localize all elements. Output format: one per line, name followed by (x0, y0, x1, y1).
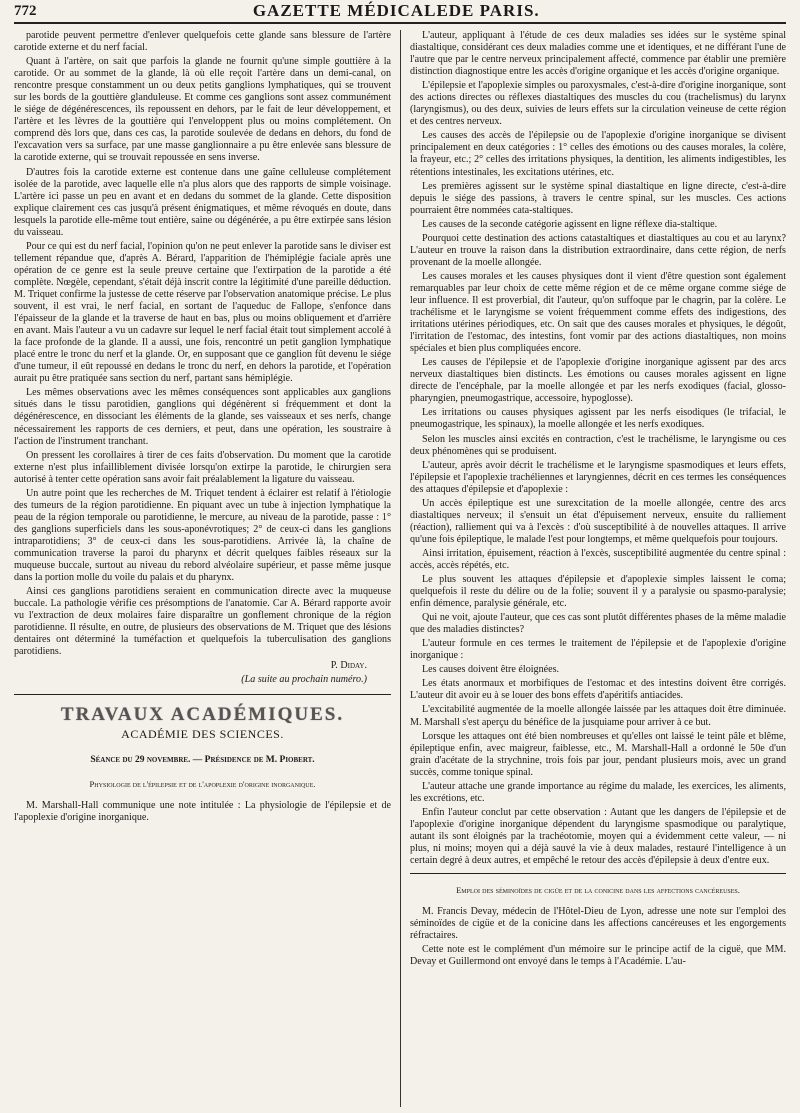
paragraph: L'auteur formule en ces termes le traitement de l'épilepsie et de l'apoplexie d'origine inorganique : (410, 638, 786, 662)
paragraph: Pour ce qui est du nerf facial, l'opinion qu'on ne peut enlever la parotide sans le diviser est tellement répandue que, d'après A. Bérard, l'apparition de l'hémiplégie faciale après une opération de ce genre est la seule preuve certaine que l'extirpation de la parotide a été complète. Nœgèle, cependant, s'était déjà inscrit contre la légitimité d'une pareille déduction. M. Triquet confirme la justesse de cette réserve par l'observation anatomique précise. Le plus souvent, il est vrai, le nerf facial, en sortant de l'aqueduc de Fallope, s'enfonce dans l'épaisseur de la glande et la traverse de haut en bas, plus ou moins obliquement et d'arrière en avant. Mais l'auteur a vu un cadavre sur lequel le nerf facial était tout simplement accolé à la face profonde de la glande. Il a aussi, une fois, rencontré un petit ganglion lymphatique placé entre le tronc du nerf et la glande. Or, en supposant que ce ganglion fût devenu le siége d'une tumeur, il eût repoussé en dedans le tronc du nerf, en dehors la parotide, et l'opération aurait pu être pratiquée sans section du nerf, partant sans hémiplégie. (14, 240, 391, 385)
paragraph: L'auteur attache une grande importance au régime du malade, les exercices, les aliments, les excrétions, etc. (410, 780, 786, 804)
paragraph: Les mêmes observations avec les mêmes conséquences sont applicables aux ganglions situés dans le tissu parotidien, ganglions qui dégénèrent si fréquemment et dont la dégénérescence, en dissociant les éléments de la glande, ses vaisseaux et ses nerfs, change nécessairement les rapports de ces derniers, et peut, dans une opération, les soustraire à l'action de l'instrument tranchant. (14, 387, 391, 447)
session-heading: Séance du 29 novembre. — Présidence de M. Piobert. (90, 754, 315, 765)
paragraph: On pressent les corollaires à tirer de ces faits d'observation. Du moment que la carotide externe n'est plus infailliblement divisée lorsqu'on extirpe la parotide, le chirurgien sera autorisé à tenter cette opération sans avoir fait préalablement la ligature du vaisseau. (14, 449, 391, 485)
page-header (14, 0, 786, 24)
paragraph: M. Francis Devay, médecin de l'Hôtel-Dieu de Lyon, adresse une note sur l'emploi des séminoïdes de cigüe et de la conicine dans les affections cancéreuses et les engorgements réfractaires. (410, 906, 786, 942)
paragraph: L'auteur, appliquant à l'étude de ces deux maladies ses idées sur le système spinal diastaltique, considérant ces deux maladies comme une et identiques, et ne différant l'une de l'autre que par le centre nerveux principalement affecté, commence par établir une première distinction diagnostique entre les accès d'origine organique et les accès d'origine organique. (410, 30, 786, 78)
paragraph: Ainsi ces ganglions parotidiens seraient en communication directe avec la muqueuse buccale. La pathologie vérifie ces présomptions de l'anatomie. Car A. Bérard rapporte avoir vu l'extraction de deux molaires faire disparaître un gonflement chronique de la région parotidienne. Il résulte, en outre, de plusieurs des observations de M. Triquet que des lésions dentaires ont déterminé la tuméfaction et quelquefois la tuberculisation des ganglions parotidiens. (14, 586, 391, 658)
paragraph: Les états anormaux et morbifiques de l'estomac et des intestins doivent être corrigés. L'auteur dit avoir eu à se louer des bons effets d'apéritifs antiacides. (410, 678, 786, 702)
paragraph: Le plus souvent les attaques d'épilepsie et d'apoplexie simples laissent le coma; quelquefois il reste du délire ou de la folie; souvent il y a paralysie ou spasmo-paralysie; enfin démence, paralysie générale, etc. (410, 574, 786, 610)
paragraph: L'auteur, après avoir décrit le trachélisme et le laryngisme spasmodiques et leurs effets, l'épilepsie et l'apoplexie trachéliennes et laryngiennes, décrit en ces termes les conséquences des attaques d'épilepsie et d'apoplexie : (410, 459, 786, 495)
paragraph: Les causes morales et les causes physiques dont il vient d'être question sont également remarquables par leur choix de cette même région et de ce même organe comme siége de leur influence. Il est proverbial, dit l'auteur, qu'on suffoque par le chagrin, par la colère. Le trachélisme et le laryngisme se voient fréquemment comme effets des indigestions, des irritations utérines périodiques, etc. On sait que des causes morales et physiques, le dégoût, l'irritation de l'estomac, des intestins, font vomir par des actions diastaltiques, non moins spéciales et bien plus compliquées encore. (410, 270, 786, 355)
paragraph: Lorsque les attaques ont été bien nombreuses et qu'elles ont laissé le teint pâle et blême, épileptique enfin, avec maigreur, faiblesse, etc., M. Marshall-Hall a ordonné le 50e d'un grain d'acétate de la strychnine, trois fois par jour, pendant plusieurs mois, avec un grand succès, comme tonique spinal. (410, 730, 786, 778)
paragraph: Les causes des accès de l'épilepsie ou de l'apoplexie d'origine inorganique se divisent principalement en deux catégories : 1° celles des émotions ou des causes morales, la colère, la frayeur, etc.; 2° celles des irritations physiques, la dentition, les aliments indigestibles, les rétentions intestinales, les excitations utérines, etc. (410, 130, 786, 178)
paragraph: Selon les muscles ainsi excités en contraction, c'est le trachélisme, le laryngisme ou ces deux phénomènes qui se produisent. (410, 433, 786, 457)
paragraph: Enfin l'auteur conclut par cette observation : Autant que les dangers de l'épilepsie et de l'apoplexie d'origine inorganique dépendent du laryngisme spasmodique ou paralytique, autant ils sont éloignés par la trachéotomie, moyen qui a évidemment cette valeur, — ni plus, ni moins; moyen qui a déjà sauvé la vie à deux malades, restauré l'intelligence à un certain degré à deux autres, et empêché le retour des accès d'épilepsie à deux d'entre eux. (410, 806, 786, 867)
paragraph: Les causes de l'épilepsie et de l'apoplexie d'origine inorganique agissent par des arcs nerveux diastaltiques bien distincts. Les émotions ou causes morales agissent en ligne directe de l'encéphale, par la moelle allongée et par les nerfs exodiques (facial, glosso-pharyngien, pneumogastrique, accessoire, hypoglosse). (410, 357, 786, 405)
paragraph: Ainsi irritation, épuisement, réaction à l'excès, susceptibilité augmentée du centre spinal : accès, accès répétés, etc. (410, 547, 786, 571)
paragraph: Cette note est le complément d'un mémoire sur le principe actif de la ciguë, que MM. Devay et Guillermond ont envoyé dans le temps à l'Académie. L'au- (410, 944, 786, 968)
column-rule (400, 30, 401, 1107)
section-title: TRAVAUX ACADÉMIQUES. (60, 704, 345, 726)
academy-heading: ACADÉMIE DES SCIENCES. (121, 726, 284, 741)
paragraph: Les irritations ou causes physiques agissent par les nerfs eisodiques (le trifacial, le pneumogastrique, les spinaux), la moelle allongée et les nerfs exodiques. (410, 407, 786, 431)
paragraph: M. Marshall-Hall communique une note intitulée : La physiologie de l'épilepsie et de l'apoplexie d'origine inorganique. (14, 799, 391, 823)
paragraph: L'épilepsie et l'apoplexie simples ou paroxysmales, c'est-à-dire d'origine inorganique, sont des actions directes ou réflexes diastaltiques des muscles du cou (trachelismus) du larynx (laryngismus), ou des deux, suivies de leurs effets sur la circulation veineuse de cette région et des centres nerveux. (410, 80, 786, 128)
page-number: 772 (14, 2, 37, 19)
article-divider (410, 873, 786, 874)
paragraph: L'excitabilité augmentée de la moelle allongée laissée par les attaques doit être diminuée. M. Marshall s'est aperçu du bénéfice de la jusquiame pour arriver à ce but. (410, 704, 786, 728)
left-column (14, 30, 391, 1107)
right-column (410, 30, 786, 1107)
section-divider (14, 694, 391, 695)
continuation-note: (La suite au prochain numéro.) (241, 674, 367, 686)
paragraph: Un accès épileptique est une surexcitation de la moelle allongée, centre des arcs diastaltiques nerveux; il s'ensuit un état d'épuisement nerveux, ensuite du ralliement (réaction), ralliement qui va à l'excès : d'où susceptibilité à de nouvelles attaques. Il arrive qu'une fois épileptique, le malade l'est pour longtemps, et même quelquefois pour toujours. (410, 497, 786, 545)
paragraph: Un autre point que les recherches de M. Triquet tendent à éclairer est relatif à l'étiologie des tumeurs de la région parotidienne. En piquant avec un tube à injection lymphatique la peau de la région temporale ou parotidienne, le mercure, au niveau de la parotide, passe : 1° des ganglions superficiels dans les sous-aponévrotiques; 2° de ceux-ci dans les ganglions intraparotidiens; 3° de ceux-ci dans les sous-parotidiens. Arrivée là, la chaîne de communication traverse la paroi du pharynx et décrit quelques faibles réseaux sur la muqueuse buccale, surtout au niveau du rebord alvéolaire supérieur, et passe même jusque dans la portion molle du voile du palais et du pharynx. (14, 487, 391, 584)
paragraph: Pourquoi cette destination des actions catastaltiques et diastaltiques au cou et au larynx? L'auteur en trouve la raison dans la distribution extraordinaire, dans cette région, de nerfs provenant de la moelle allongée. (410, 232, 786, 268)
paragraph: Les causes de la seconde catégorie agissent en ligne réflexe dia-staltique. (422, 218, 718, 230)
article-subject: Emploi des séminoïdes de cigüe et de la conicine dans les affections cancéreuses. (456, 885, 740, 896)
masthead: GAZETTE MÉDICALEDE PARIS. (252, 1, 540, 20)
paragraph: Quant à l'artère, on sait que parfois la glande ne fournit qu'une simple gouttière à la carotide. Or au sommet de la glande, là où elle reçoit l'artère dans un demi-canal, on rencontre presque constamment un ou deux petits ganglions lymphatiques, qui se trouvent sur les bords de la gouttière glanduleuse. Et comme ces ganglions sont assez communément le siége de dégénérescences, ils repoussent en dehors, par le fait de leur développement, et l'artère et les lèvres de la gouttière qui l'enveloppent plus ou moins complétement. On comprend dès lors que, dans ces cas, la parotide soulevée de dedans en dehors, du fond de l'excavation vers sa surface, par une masse ganglionnaire a pu être enlevée sans blessure de la carotide externe, qui se trouvait repoussée en sens inverse. (14, 56, 391, 164)
paragraph: D'autres fois la carotide externe est contenue dans une gaîne celluleuse complétement isolée de la parotide, avec laquelle elle n'a plus alors que des rapports de simple voisinage. L'artère ici passe un peu en avant et en dedans du sommet de la glande. Cette disposition explique clairement ces cas jusqu'à présent énigmatiques, et même révoqués en doute, dans lesquels la parotide elle-même tout entière, saine ou dégénérée, a pu être extirpée sans lésion du vaisseau. (14, 166, 391, 238)
article-subject: Physiologie de l'épilepsie et de l'apoplexie d'origine inorganique. (89, 778, 316, 789)
paragraph: Les premières agissent sur le système spinal diastaltique en ligne directe, c'est-à-dire depuis le siége des passions, à travers le centre spinal, sur les muscles. Ces actions pourraient être nommées cata-staltiques. (410, 180, 786, 216)
author-signature: P. Diday. (330, 660, 367, 672)
paragraph: Les causes doivent être éloignées. (422, 664, 560, 676)
paragraph: parotide peuvent permettre d'enlever quelquefois cette glande sans blessure de l'artère carotide externe et du nerf facial. (14, 30, 391, 54)
paragraph: Qui ne voit, ajoute l'auteur, que ces cas sont plutôt différentes phases de la même maladie que des maladies distinctes? (410, 612, 786, 636)
